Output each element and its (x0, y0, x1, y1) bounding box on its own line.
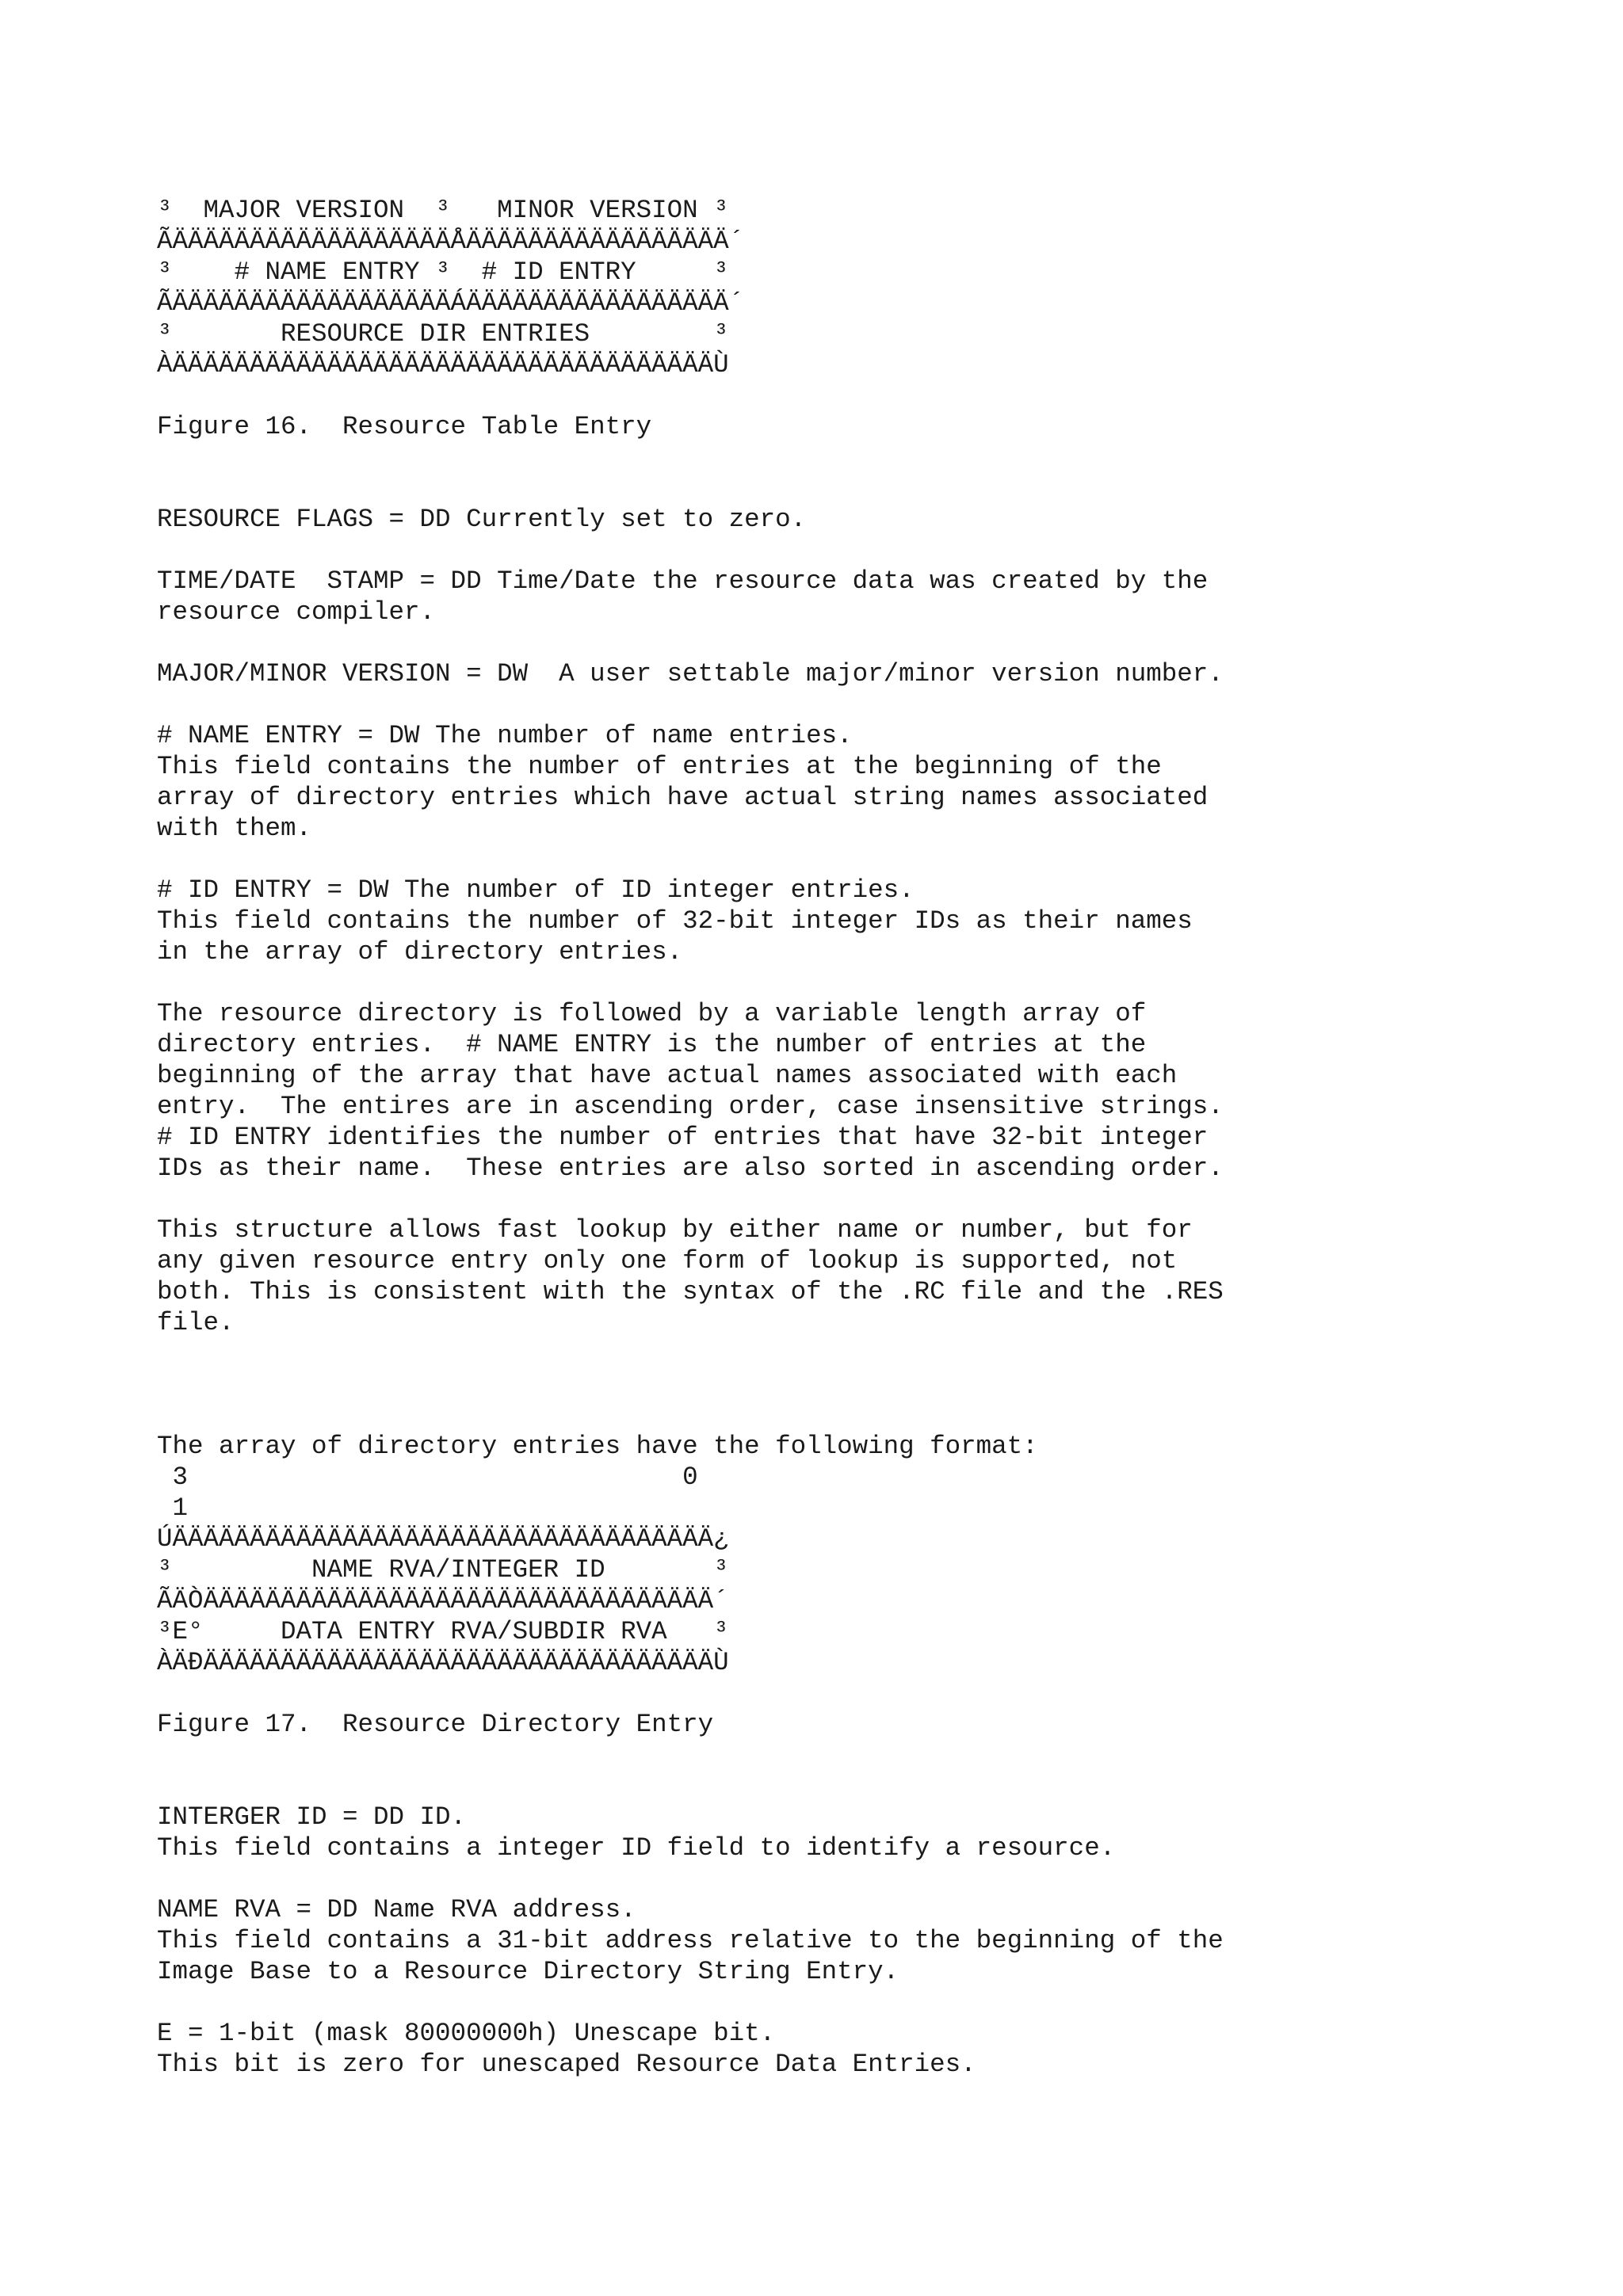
ascii-diagram-line: ÀÄÄÄÄÄÄÄÄÄÄÄÄÄÄÄÄÄÄÄÄÄÄÄÄÄÄÄÄÄÄÄÄÄÄÄÙ (157, 350, 729, 379)
blank-line (157, 442, 1520, 473)
figure-caption: Figure 17. Resource Directory Entry (157, 1710, 714, 1739)
text-line: NAME RVA = DD Name RVA address. (157, 1895, 636, 1924)
ascii-diagram-line: ÚÄÄÄÄÄÄÄÄÄÄÄÄÄÄÄÄÄÄÄÄÄÄÄÄÄÄÄÄÄÄÄÄÄÄÄ¿ (157, 1524, 729, 1554)
text-line: # ID ENTRY = DW The number of ID integer entries. (157, 875, 915, 905)
text-line: any given resource entry only one form of lookup is supported, not (157, 1246, 1178, 1276)
blank-line (157, 627, 1520, 658)
blank-line (157, 1863, 1520, 1894)
blank-line (157, 967, 1520, 998)
text-line: This field contains a 31-bit address relative to the beginning of the (157, 1926, 1224, 1955)
text-line: 1 (157, 1493, 189, 1523)
text-line: directory entries. # NAME ENTRY is the number of entries at the (157, 1030, 1147, 1059)
text-line: The array of directory entries have the following format: (157, 1432, 1038, 1461)
ascii-diagram-line: ³ MAJOR VERSION ³ MINOR VERSION ³ (157, 196, 729, 225)
text-line: with them. (157, 814, 312, 843)
figure-caption: Figure 16. Resource Table Entry (157, 412, 652, 441)
blank-line (157, 473, 1520, 504)
text-line: This field contains the number of 32-bit integer IDs as their names (157, 906, 1193, 936)
text-line: entry. The entires are in ascending order, case insensitive strings. (157, 1092, 1224, 1121)
blank-line (157, 844, 1520, 875)
text-line: both. This is consistent with the syntax of the .RC file and the .RES (157, 1277, 1224, 1306)
blank-line (157, 380, 1520, 411)
ascii-diagram-line: ³ # NAME ENTRY ³ # ID ENTRY ³ (157, 257, 729, 287)
blank-line (157, 1740, 1520, 1771)
blank-line (157, 1771, 1520, 1802)
blank-line (157, 689, 1520, 720)
blank-line (157, 1678, 1520, 1709)
text-line: This field contains the number of entries at the beginning of the (157, 752, 1162, 781)
blank-line (157, 1338, 1520, 1369)
text-line: This bit is zero for unescaped Resource Data Entries. (157, 2050, 976, 2079)
ascii-diagram-line: ³E° DATA ENTRY RVA/SUBDIR RVA ³ (157, 1617, 729, 1646)
ascii-diagram-line: ÃÄÄÄÄÄÄÄÄÄÄÄÄÄÄÄÄÄÄÁÄÄÄÄÄÄÄÄÄÄÄÄÄÄÄÄÄ´ (157, 288, 745, 318)
text-line: # ID ENTRY identifies the number of entries that have 32-bit integer (157, 1123, 1209, 1152)
text-line: beginning of the array that have actual names associated with each (157, 1061, 1178, 1090)
text-line: array of directory entries which have actual string names associated (157, 783, 1209, 812)
blank-line (157, 1987, 1520, 2018)
blank-line (157, 1400, 1520, 1431)
text-line: TIME/DATE STAMP = DD Time/Date the resource data was created by the (157, 566, 1209, 596)
text-line: in the array of directory entries. (157, 937, 683, 967)
text-line: file. (157, 1308, 235, 1337)
blank-line (157, 1369, 1520, 1400)
text-line: RESOURCE FLAGS = DD Currently set to zero. (157, 505, 807, 534)
ascii-diagram-line: ³ NAME RVA/INTEGER ID ³ (157, 1555, 729, 1585)
text-line: # NAME ENTRY = DW The number of name entries. (157, 721, 853, 750)
text-line: The resource directory is followed by a variable length array of (157, 999, 1147, 1028)
ascii-diagram-line: ÃÄÄÄÄÄÄÄÄÄÄÄÄÄÄÄÄÄÄÅÄÄÄÄÄÄÄÄÄÄÄÄÄÄÄÄÄ´ (157, 227, 745, 256)
ascii-diagram-line: ÀÄÐÄÄÄÄÄÄÄÄÄÄÄÄÄÄÄÄÄÄÄÄÄÄÄÄÄÄÄÄÄÄÄÄÄÙ (157, 1648, 729, 1677)
ascii-diagram-line: ÃÄÒÄÄÄÄÄÄÄÄÄÄÄÄÄÄÄÄÄÄÄÄÄÄÄÄÄÄÄÄÄÄÄÄÄ´ (157, 1586, 729, 1615)
blank-line (157, 1184, 1520, 1215)
ascii-diagram-line: ³ RESOURCE DIR ENTRIES ³ (157, 319, 729, 349)
text-line: INTERGER ID = DD ID. (157, 1802, 467, 1832)
text-line: This field contains a integer ID field to identify a resource. (157, 1833, 1116, 1863)
blank-line (157, 535, 1520, 566)
text-line: This structure allows fast lookup by either name or number, but for (157, 1215, 1193, 1245)
document-page (157, 195, 1520, 2080)
text-line: MAJOR/MINOR VERSION = DW A user settable major/minor version number. (157, 659, 1224, 688)
text-line: IDs as their name. These entries are also sorted in ascending order. (157, 1154, 1224, 1183)
text-line: Image Base to a Resource Directory String Entry. (157, 1957, 899, 1986)
text-line: E = 1-bit (mask 80000000h) Unescape bit. (157, 2019, 776, 2048)
text-line: resource compiler. (157, 597, 436, 627)
text-line: 3 0 (157, 1463, 698, 1492)
